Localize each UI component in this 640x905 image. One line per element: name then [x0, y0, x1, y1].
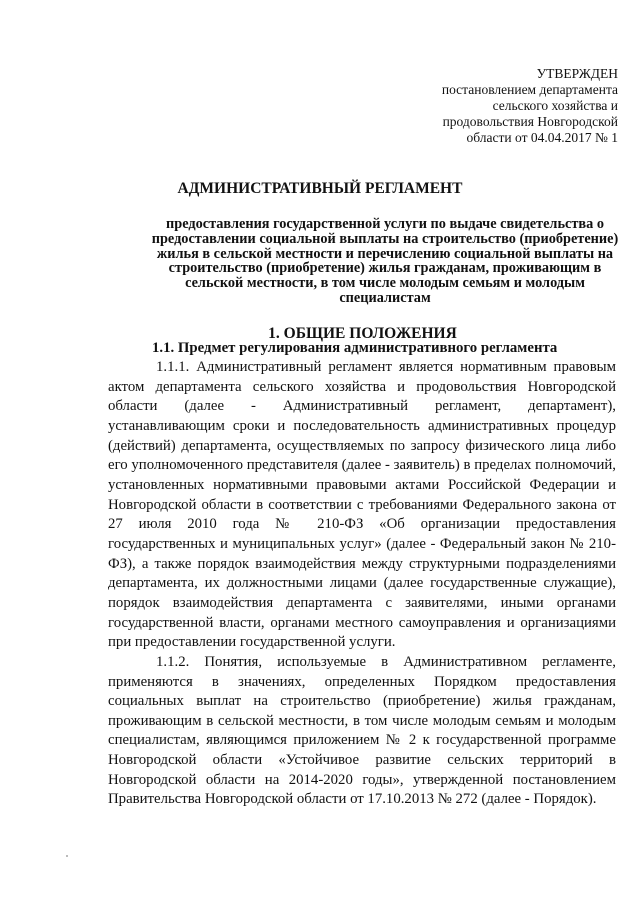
document-title: АДМИНИСТРАТИВНЫЙ РЕГЛАМЕНТ	[177, 180, 463, 197]
approval-block	[418, 66, 618, 146]
subsection-title: 1.1. Предмет регулирования административного регламента	[152, 340, 558, 356]
document-subtitle: предоставления государственной услуги по выдаче свидетельства о предоставлении социальной выплаты на строительство (приобретение) жилья в сельской местности и перечислению социальной выплаты на строительство (приобретение) жилья гражданам, проживающим в сельской местности, в том числе молодым семьям и молодым специалистам	[151, 216, 619, 306]
paragraph: 1.1.2. Понятия, используемые в Административном регламенте, применяются в значениях, определенных Порядком предоставления социальных выплат на строительство (приобретение) жилья гражданам, проживающим в сельской местности, в том числе молодым семьям и молодым специалистам, являющимся приложением № 2 к государственной программе Новгородской области «Устойчивое развитие сельских территорий в Новгородской области на 2014-2020 годы», утвержденной постановлением Правительства Новгородской области от 17.10.2013 № 272 (далее - Порядок).	[108, 653, 616, 808]
section-title: 1. ОБЩИЕ ПОЛОЖЕНИЯ	[268, 325, 457, 342]
approval-line: постановлением департамента	[441, 82, 618, 97]
body-text	[108, 358, 616, 810]
approval-line: сельского хозяйства и	[492, 98, 618, 113]
approval-line: УТВЕРЖДЕН	[536, 66, 618, 81]
approval-line: области от 04.04.2017 № 1	[466, 130, 618, 145]
scan-artifact	[66, 855, 68, 857]
paragraph: 1.1.1. Административный регламент является нормативным правовым актом департамента сельского хозяйства и продовольствия Новгородской области (далее - Административный регламент, департамент), устанавливающим сроки и последовательность административных процедур (действий) департамента, осуществляемых по запросу физического лица либо его уполномоченного представителя (далее - заявитель) в пределах полномочий, установленных нормативными правовыми актами Российской Федерации и Новгородской области в соответствии с требованиями Федерального закона от 27 июля 2010 года № 210-ФЗ «Об организации предоставления государственных и муниципальных услуг» (далее - Федеральный закон № 210-ФЗ), а также порядок взаимодействия между структурными подразделениями департамента, их должностными лицами (далее государственные служащие), порядок взаимодействия департамента с заявителями, иными органами государственной власти, органами местного самоуправления и организациями при предоставлении государственной услуги.	[108, 359, 616, 651]
approval-line: продовольствия Новгородской	[442, 114, 618, 129]
